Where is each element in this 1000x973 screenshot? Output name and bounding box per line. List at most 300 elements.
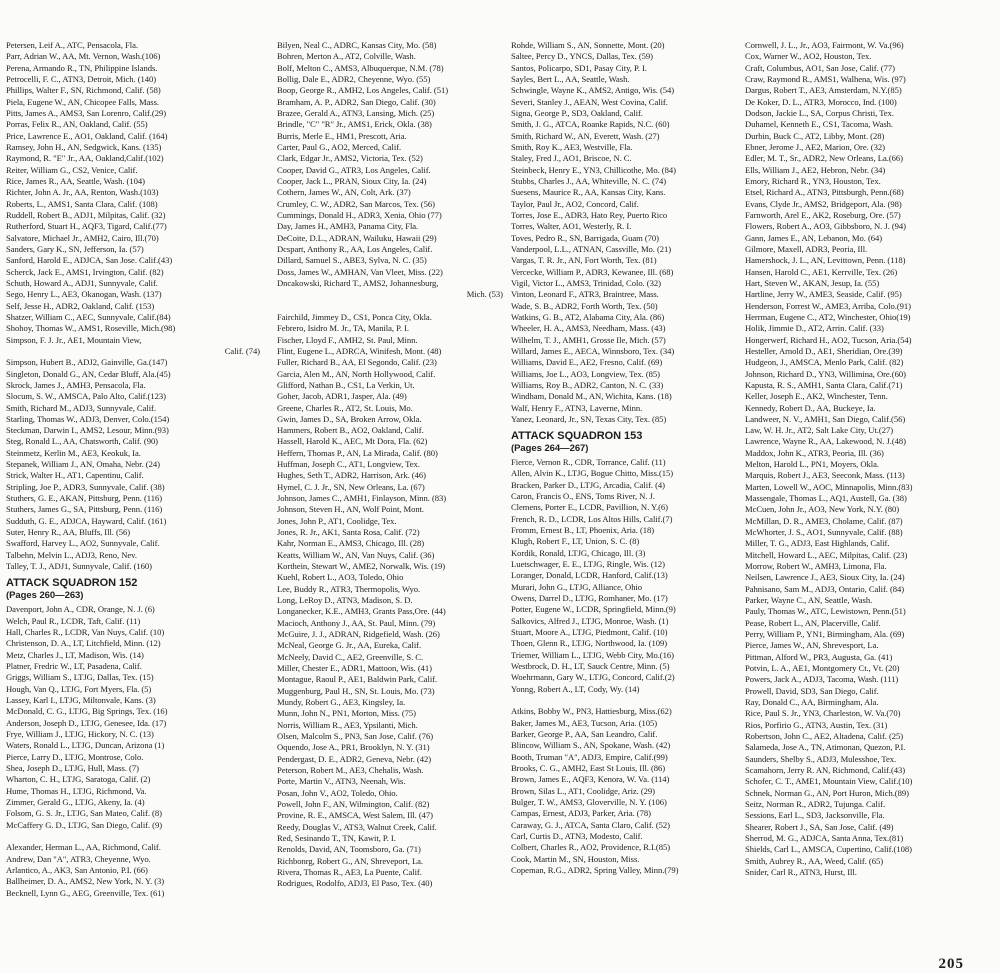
roster-entry: Stuthers, James G., SA, Pittsburg, Penn. (116) — [6, 504, 163, 515]
roster-entry: Woehrmann, Gary W., LTJG, Concord, Calif.(2) — [511, 672, 675, 683]
roster-entry: Starling, Thomas W., ADJ3, Denver, Colo.(154) — [6, 413, 170, 424]
roster-entry: Vinton, Leonard F., ATR3, Braintree, Mass. — [511, 289, 659, 300]
roster-entry: Pendergast, D. E., ADR2, Geneva, Nebr. (42) — [277, 753, 432, 764]
roster-entry: Bulger, T. W., AMS3, Gloverville, N. Y. (106) — [511, 797, 667, 807]
roster-entry: Clemens, Porter E., LCDR, Pavillion, N. Y.(6) — [511, 502, 668, 513]
roster-entry: Lawrence, Wayne R., AA, Lakewood, N. J.(48) — [745, 436, 906, 447]
roster-entry: Herrman, Eugene C., AT2, Winchester, Ohio(19) — [745, 311, 911, 322]
roster-entry: Longanecker, K.E., AMH3, Grants Pass,Ore. (44) — [277, 606, 446, 617]
roster-entry: Frye, William J., LTJG, Hickory, N. C. (13) — [6, 729, 154, 740]
roster-entry: Robertson, John C., AE2, Altadena, Calif. (25) — [745, 731, 904, 742]
roster-entry: Montague, Raoul P., AE1, Baldwin Park, Calif. — [277, 674, 438, 685]
roster-column-1 — [6, 40, 260, 899]
roster-entry: Brown, Silas L., AT1, Coolidge, Ariz. (29) — [511, 785, 655, 796]
roster-entry: Provine, R. E., AMSCA, West Salem, Ill. (47) — [277, 810, 433, 821]
roster-entry: Willard, James E., AECA, Winnsboro, Tex. (34) — [511, 345, 675, 356]
roster-entry: Parker, Wayne C., AN, Seattle, Wash. — [745, 595, 873, 606]
roster-entry: Febrero, Isidro M. Jr., TA, Manila, P. I. — [277, 323, 409, 334]
roster-entry: Emory, Richard R., YN3, Houston, Tex. — [745, 175, 881, 186]
roster-entry: Simpson, F. J. Jr., AE1, Mountain View, — [6, 334, 142, 345]
roster-entry: Dargus, Robert T., AE3, Amsterdam, N.Y.(85) — [745, 85, 902, 96]
roster-entry: Copeman, R.G., ADR2, Spring Valley, Minn.(79) — [511, 864, 679, 875]
roster-entry: Fierce, Vernon R., CDR, Torrance, Calif. (11) — [511, 457, 666, 468]
roster-entry: Booth, Truman "A", ADJ3, Empire, Calif.(99) — [511, 751, 668, 762]
roster-entry: Red, Sesinando T., TN, Kawit, P. I. — [277, 832, 396, 843]
roster-entry: Schwingle, Wayne K., AMS2, Antigo, Wis. (54) — [511, 85, 675, 96]
roster-entry: McNeal, George G. Jr., AA, Eureka, Calif. — [277, 640, 422, 651]
roster-entry: Day, James H., AMH3, Panama City, Fla. — [277, 221, 419, 232]
roster-entry: Pease, Robert L., AN, Placerville, Calif. — [745, 617, 881, 628]
roster-entry: Goher, Jacob, ADR1, Jasper, Ala. (49) — [277, 391, 407, 402]
section-heading: ATTACK SQUADRON 153 — [511, 430, 643, 443]
roster-entry: Smith, J. G., ATCA, Roanke Rapids, N.C. (60) — [511, 119, 670, 130]
roster-entry: Steckman, Darwin I., AMS2, Lesour, Minn.(93) — [6, 425, 169, 436]
roster-entry: Torres, Walter, AO1, Westerly, R. I. — [511, 221, 632, 232]
roster-entry: Korthein, Stewart W., AME2, Norwalk, Wis. (19) — [277, 561, 446, 572]
roster-entry: Boop, George R., AMH2, Los Angeles, Calif. (51) — [277, 85, 449, 96]
roster-entry: Pierce, James W., AN, Shrevesport, La. — [745, 640, 879, 651]
roster-entry: Greene, Charles R., AT2, St. Louis, Mo. — [277, 402, 413, 413]
roster-entry: Pittman, Alford W., PR3, Augusta, Ga. (41) — [745, 651, 893, 662]
roster-entry: Sudduth, G. E., ADJCA, Hayward, Calif. (161) — [6, 515, 167, 526]
roster-entry: Lee, Buddy R., ATR3, Thermopolis, Wyo. — [277, 583, 421, 594]
roster-entry: Rice, Paul S. Jr., YN3, Charleston, W. Va.(70) — [745, 708, 901, 719]
roster-entry: Edler, M. T., Sr., ADR2, New Orleans, La.(66) — [745, 153, 903, 164]
roster-entry: Vanderpool, L.L., ATNAN, Cassville, Mo. (21) — [511, 243, 672, 254]
roster-entry: Slocum, S. W., AMSCA, Palo Alto, Calif.(123) — [6, 391, 166, 402]
roster-entry: Bohren, Merton A., AT2, Colville, Wash. — [277, 51, 416, 62]
roster-entry: Pauly, Thomas W., ATC, Lewistown, Penn.(51) — [745, 606, 906, 617]
roster-entry: Macioch, Anthony J., AA, St. Paul, Minn. (79) — [277, 617, 436, 628]
roster-entry: Hartline, Jerry W., AME3, Seaside, Calif. (95) — [745, 289, 902, 300]
roster-entry: Waters, Ronald L., LTJG, Duncan, Arizona (1) — [6, 740, 165, 751]
roster-entry: Mundy, Robert G., AE3, Kingsley, Ia. — [277, 697, 406, 708]
roster-entry: Dcspart, Anthony R., AA, Los Angeles, Calif. — [277, 243, 433, 254]
roster-entry: Stuthers, G. E., AKAN, Pittsburg, Penn. (116) — [6, 493, 163, 504]
roster-entry: Massengale, Thomas L., AQ1, Austell, Ga. (38) — [745, 493, 907, 504]
roster-entry: Garcia, Alen M., AN, North Hollywood, Calif. — [277, 368, 436, 379]
roster-entry: Powell, John F., AN, Wilmington, Calif. (82) — [277, 798, 430, 809]
roster-entry: Santos, Policarpo, SD1, Pasay City, P. I. — [511, 62, 647, 73]
roster-entry: Staley, Fred J., AO1, Briscoe, N. C. — [511, 153, 632, 164]
roster-entry: Fuller, Richard B., AA, El Segondo, Calif. (23) — [277, 357, 437, 368]
roster-entry: Hudgeon, J., AMSCA, Menlo Park, Calif. (82) — [745, 357, 904, 368]
roster-entry: Vargas, T. R. Jr., AN, Fort Worth, Tex. (81) — [511, 255, 657, 266]
roster-entry: Brazee, Gerald A., ATN3, Lansing, Mich. (25) — [277, 107, 435, 118]
roster-entry: Snider, Carl R., ATN3, Hurst, Ill. — [745, 866, 857, 877]
roster-entry: Craw, Raymond R., AMS1, Walhena, Wis. (97) — [745, 73, 906, 84]
roster-entry: Petersen, Leif A., ATC, Pensacola, Fla. — [6, 40, 138, 50]
roster-entry: Gwin, James D., SA, Broken Arrow, Okla. — [277, 413, 422, 424]
roster-entry: Andrew, Dan "A", ATR3, Cheyenne, Wyo. — [6, 853, 151, 864]
roster-entry: Stuart, Moore A., LTJG, Piedmont, Calif. (10) — [511, 627, 668, 638]
roster-entry: Johnson, Richard D., YN3, Willimina, Ore.(60) — [745, 368, 906, 379]
roster-entry: Schnek, Norman G., AN, Port Huron, Mich.(89) — [745, 787, 909, 798]
roster-entry: De Koker, D. L., ATR3, Morocco, Ind. (100) — [745, 96, 897, 107]
roster-entry: Shearer, Robert J., SA, San Jose, Calif. (49) — [745, 821, 894, 832]
roster-entry: Williams, Joe L., AO3, Longview, Tex. (85) — [511, 368, 660, 379]
roster-entry: Rodrigues, Rodolfo, ADJ3, El Paso, Tex. (40) — [277, 878, 433, 889]
roster-entry: Bramham, A. P., ADR2, San Diego, Calif. (30) — [277, 96, 436, 107]
roster-entry: Shatzer, William C., AEC, Sunnyvale, Calif.(84) — [6, 311, 171, 322]
roster-entry: Anderson, Joseph D., LTJG, Genesee, Ida. (17) — [6, 717, 167, 728]
roster-entry: Suter, Henry R., AA, Bluffs, Ill. (56) — [6, 527, 131, 538]
roster-entry: Calif. (74) — [224, 345, 260, 356]
roster-entry: Clark, Edgar Jr., AMS2, Victoria, Tex. (52) — [277, 153, 423, 164]
roster-column-4 — [745, 40, 995, 878]
roster-entry: Welch, Paul R., LCDR, Taft, Calif. (11) — [6, 615, 141, 626]
list-gap — [6, 831, 260, 842]
roster-entry: Posan, John V., AO2, Toledo, Ohio. — [277, 787, 398, 798]
roster-entry: McWhorter, J. S., AO1, Sunnyvale, Calif. (88) — [745, 527, 903, 538]
roster-entry: Kahr, Norman E., AMS3, Chicago, Ill. (28) — [277, 538, 425, 549]
roster-entry: Saunders, Shelby S., ADJ3, Mulesshoe, Tex. — [745, 753, 897, 764]
roster-entry: Doss, James W., AMHAN, Van Vleet, Miss. (22) — [277, 266, 443, 277]
roster-entry: Durbin, Buck C., AT2, Libby, Mont. (28) — [745, 130, 885, 141]
roster-entry: Loranger, Donald, LCDR, Hanford, Calif.(13) — [511, 570, 668, 581]
roster-entry: Ray, Donald C., AA, Birmingham, Ala. — [745, 697, 879, 708]
roster-entry: Smith, Richard M., ADJ3, Sunnyvale, Calif. — [6, 402, 156, 413]
roster-entry: Steinmetz, Kerlin M., AE3, Keokuk, Ia. — [6, 447, 141, 458]
roster-entry: Owens, Darrel D., LTJG, Romhaner, Mo. (17) — [511, 593, 668, 604]
roster-entry: Kordik, Ronald, LTJG, Chicago, Ill. (3) — [511, 547, 646, 558]
roster-entry: Walf, Henry F., ATN3, Laverne, Minn. — [511, 402, 643, 413]
roster-entry: Stripling, Joe P., ADR3, Sunnyvale, Calif. (38) — [6, 481, 165, 492]
roster-entry: Neilsen, Lawrence J., AE3, Sioux City, Ia. (24) — [745, 572, 905, 583]
roster-entry: Johnson, James C., AMH1, Finlayson, Minn. (83) — [277, 493, 447, 504]
roster-entry: Cox, Warner W., AO2, Houston, Tex. — [745, 51, 872, 62]
roster-entry: Caraway, G. J., ATCA, Santa Claro, Calif. (52) — [511, 819, 670, 830]
roster-entry: Metz, Charles J., LT, Madison, Wis. (14) — [6, 649, 144, 660]
roster-entry: Hansen, Harold C., AE1, Kerrville, Tex. (26) — [745, 266, 898, 277]
roster-entry: Toves, Pedro R., SN, Barrigada, Guam (70) — [511, 232, 659, 243]
roster-entry: Vercecke, William P., ADR3, Kewanee, Ill. (68) — [511, 266, 674, 277]
roster-entry: Talley, T. J., ADJ1, Sunnyvale, Calif. (160) — [6, 561, 152, 572]
roster-entry: Platner, Fredric W., LT, Pasadena, Calif. — [6, 661, 142, 672]
roster-entry: Long, LeRoy D., ATN3, Madison, S. D. — [277, 595, 413, 606]
roster-entry: Hesteller, Arnold D., AE1, Sheridian, Ore.(39) — [745, 345, 903, 356]
roster-entry: Thoen, Glenn R., LTJG, Northwood, Ia. (109) — [511, 638, 668, 649]
roster-entry: Peterson, Robert M., AE3, Chehalis, Wash. — [277, 765, 424, 775]
roster-entry: Lassey, Karl I., LTJG, Miltonvale, Kans. (3) — [6, 695, 156, 706]
roster-entry: Singleton, Donald G., AN, Cedar Bluff, Ala.(45) — [6, 368, 171, 379]
roster-entry: Cummings, Donald H., ADR3, Xenia, Ohio (77) — [277, 209, 442, 220]
roster-entry: Rice, James R., AA, Seattle, Wash. (104) — [6, 175, 145, 186]
roster-entry: Keatts, William W., AN, Van Nuys, Calif. (36) — [277, 549, 435, 560]
roster-entry: Price, Lawrence E., AO1, Oakland, Calif. (164) — [6, 130, 168, 141]
roster-entry: Mich. (53) — [466, 289, 503, 300]
roster-entry: Carter, Paul G., AO2, Merced, Calif. — [277, 141, 402, 152]
roster-entry: Westbrock, D. H., LT, Sauck Centre, Minn. (5) — [511, 661, 670, 672]
roster-entry: Keller, Joseph E., AK2, Winchester, Tenn. — [745, 391, 888, 402]
roster-entry: Evans, Clyde Jr., AMS2, Bridgeport, Ala. (98) — [745, 198, 902, 209]
roster-entry: Seitz, Norman R., ADR2, Tujunga. Calif. — [745, 798, 886, 809]
roster-entry: Flint, Eugene L., ADRCA, Winifesh, Mont. (48) — [277, 345, 442, 356]
roster-entry: McDonald, C. G., LTJG, Big Springs, Tex. (16) — [6, 706, 168, 717]
roster-entry: Burris, Merle E., HM1, Prescott, Aria. — [277, 130, 407, 141]
roster-entry: Prowell, David, SD3, San Diego, Calif. — [745, 685, 879, 696]
roster-entry: Hongerwerf, Richard H., AO2, Tucson, Aria.(54) — [745, 334, 912, 345]
roster-entry: Norris, William R., AE3, Ypsilanti, Mich. — [277, 719, 418, 730]
roster-entry: McMillan, D. R., AME3, Cholame, Calif. (87) — [745, 515, 903, 526]
roster-entry: Taylor, Paul Jr., AO2, Concord, Calif. — [511, 198, 639, 209]
roster-entry: Stepanek, William J., AN, Omaha, Nebr. (24) — [6, 459, 160, 470]
roster-entry: Kennedy, Robert D., AA, Buckeye, Ia. — [745, 402, 876, 413]
roster-entry: Phillips, Walter F., SN, Richmond, Calif. (58) — [6, 85, 161, 96]
roster-entry: Sessions, Earl L., SD3, Jacksonville, Fla. — [745, 810, 885, 821]
roster-entry: Scherck, Jack E., AMS1, Irvington, Calif. (82) — [6, 266, 164, 277]
roster-entry: Craft, Columbus, AO1, San Jose, Calif. (77) — [745, 62, 895, 73]
roster-entry: Huffman, Joseph C., AT1, Longview, Tex. — [277, 459, 420, 470]
roster-entry: Richbonrg, Robert G., AN, Shreveport, La. — [277, 855, 424, 866]
roster-entry: Becknell, Lynn G., AEG, Greenville, Tex. (61) — [6, 887, 165, 898]
section-pages: (Pages 260—263) — [6, 590, 84, 602]
roster-entry: Heffern, Thomas P., AN, La Mirada, Calif. (80) — [277, 447, 438, 458]
roster-entry: Oquendo, Jose A., PR1, Brooklyn, N. Y. (31) — [277, 742, 430, 753]
roster-entry: Smith, Roy K., AE3, Westville, Fla. — [511, 141, 633, 152]
roster-entry: Ruddell, Robert B., ADJ1, Milpitas, Calif. (32) — [6, 209, 166, 220]
roster-entry: Farnworth, Arel E., AK2, Roseburg, Ore. (57) — [745, 209, 901, 220]
roster-entry: Roberts, L., AMS1, Santa Clara, Calif. (108) — [6, 198, 158, 209]
roster-entry: Morrow, Robert W., AMH3, Limona, Fla. — [745, 561, 887, 572]
roster-entry: Saltee, Percy D., YNCS, Dallas, Tex. (59) — [511, 51, 653, 62]
roster-entry: Shields, Carl L., AMSCA, Cupertino, Calif.(108) — [745, 844, 912, 855]
roster-entry: Cornwell, J. L., Jr., AO3, Fairmont, W. Va.(96) — [745, 40, 904, 50]
roster-entry: Cook, Martin M., SN, Houston, Miss. — [511, 853, 640, 864]
roster-entry: Reiter, William G., CS2, Venice, Calif. — [6, 164, 138, 175]
roster-entry: Baker, James M., AE3, Tucson, Aria. (105) — [511, 717, 658, 728]
roster-entry: Stubbs, Charles J., AA, Whiteville, N. C. (74) — [511, 175, 667, 186]
page-number: 205 — [938, 956, 964, 972]
roster-entry: Shea, Joseph D., LTJG, Hull, Mass. (7) — [6, 763, 139, 774]
roster-entry: Williams, David E., AE2, Fresno, Calif. (69) — [511, 357, 663, 368]
roster-entry: Hamershock, J. L., AN, Levittown, Penn. (118) — [745, 255, 906, 266]
roster-entry: Steg, Ronald L., AA, Chatsworth, Calif. (90) — [6, 436, 158, 447]
roster-entry: Mitchell, Howard L., AEC, Milpitas, Calif. (23) — [745, 549, 908, 560]
roster-entry: Dillard, Samuel S., ABE3, Sylva, N. C. (35) — [277, 255, 427, 266]
roster-entry: Porras, Felix R., AN, Oakland, Calif. (55) — [6, 119, 148, 130]
roster-entry: Ebner, Jerome J., AE2, Marion, Ore. (32) — [745, 141, 885, 152]
roster-entry: Vigil, Victor L., AMS3, Trinidad, Colo. (32) — [511, 277, 661, 288]
roster-entry: Colbert, Charles R., AO2, Providence, R.I.(85) — [511, 842, 671, 853]
roster-entry: Wade, S. B., ADR2, Forth Worth, Tex. (50) — [511, 300, 658, 311]
roster-entry: Marten, Lowell W., AOC, Minnapolis, Minn.(83) — [745, 481, 913, 492]
roster-entry: Simpson, Hubert B., ADJ2, Gainville, Ga.(147) — [6, 357, 168, 368]
roster-entry: Self, Jesse H., ADR2, Oakland, Calif. (153) — [6, 300, 155, 311]
roster-entry: Olsen, Malcolm S., PN3, San Jose, Calif. (76) — [277, 731, 434, 742]
roster-entry: Potvin, L. A., AE1, Montgomery Ct., Vt. (20) — [745, 663, 900, 674]
roster-entry: Maddox, John K., ATR3, Peoria, Ill. (36) — [745, 447, 884, 458]
roster-entry: Sanders, Gary K., SN, Jefferson, Ia. (57) — [6, 243, 144, 254]
roster-entry: Folsom, G. S. Jr., LTJG, San Mateo, Calif. (8) — [6, 808, 162, 819]
roster-entry: Sayles, Bert L., AA, Seattle, Wash. — [511, 73, 630, 84]
roster-entry: Henderson, Forrest W., AME3, Arriba, Colo.(91) — [745, 300, 911, 311]
roster-entry: Schofer, C. T., AME1, Mountain View, Calif.(10) — [745, 776, 913, 787]
roster-entry: Christenson, D. A., LT, Litchfield, Minn. (12) — [6, 638, 161, 649]
roster-entry: Windham, Donald M., AN, Wichita, Kans. (18) — [511, 391, 672, 402]
roster-entry: Cooper, David G., ATR3, Los Angeles, Calif. — [277, 164, 431, 175]
roster-entry: Arlantico, A., AK3, San Antonio, P.I. (66) — [6, 864, 148, 875]
roster-entry: Watkins, G. B., AT2, Alabama City, Ala. (86) — [511, 311, 665, 322]
roster-entry: Signa, George P., SD3, Oakland, Calif. — [511, 107, 643, 118]
roster-entry: Salameda, Jose A., TN, Atimonan, Quezon, P.I. — [745, 742, 906, 753]
roster-entry: Kapusta, R. S., AMH1, Santa Clara, Calif.(71) — [745, 379, 903, 390]
roster-entry: Hammers, Robert B., AO2, Oakland, Calif. — [277, 425, 424, 436]
roster-entry: Ballheimer, D. A., AMS2, New York, N. Y. (3) — [6, 876, 165, 887]
roster-entry: Dodson, Jackie L., SA, Corpus Christi, Tex. — [745, 107, 894, 118]
roster-entry: Bracken, Parker D., LTJG, Arcadia, Calif. (4) — [511, 479, 665, 490]
roster-entry: Rutherford, Stuart H., AQF3, Tigard, Calif.(77) — [6, 221, 167, 232]
roster-entry: Melton, Harold L., PN1, Moyers, Okla. — [745, 459, 879, 470]
roster-column-2 — [277, 40, 503, 890]
roster-entry: Torres, Jose E., ADR3, Hato Rey, Puerto Rico — [511, 209, 668, 220]
roster-entry: Yonng, Robert A., LT, Cody, Wy. (14) — [511, 683, 640, 694]
roster-entry: Pierce, Larry D., LTJG, Montrose, Colo. — [6, 751, 144, 762]
roster-entry: Duhamel, Kenneth E., CS1, Tacoma, Wash. — [745, 119, 893, 130]
roster-entry: Smith, Richard W., AN, Everett, Wash. (27) — [511, 130, 660, 141]
roster-entry: Reedy, Douglas V., ATS3, Walnut Creek, Calif. — [277, 821, 437, 832]
roster-entry: Munn, John N., PN1, Morton, Miss. (75) — [277, 708, 416, 719]
roster-entry: Johnson, Steven H., AN, Wolf Point, Mont. — [277, 504, 425, 515]
roster-entry: Rios, Porfirio G., ATN3, Austin, Tex. (31) — [745, 719, 888, 730]
roster-entry: Jones, R. Jr., AK1, Santa Rosa, Calif. (72) — [277, 527, 420, 538]
section-heading: ATTACK SQUADRON 152 — [6, 577, 138, 590]
roster-entry: Richter, John A. Jr., AA, Renton, Wash.(103) — [6, 187, 159, 198]
roster-entry: Schuth, Howard A., ADJ1, Sunnyvale, Calif. — [6, 277, 158, 288]
roster-entry: DeCoite, D.L., ADRAN, Wailuku, Hawaii (29) — [277, 232, 437, 243]
roster-entry: Luetschwager, E. E., LTJG, Ringle, Wis. (12) — [511, 559, 665, 570]
roster-entry: McGuire, J. J., ADRAN, Ridgefield, Wash. (26) — [277, 629, 440, 640]
roster-entry: Shohoy, Thomas W., AMS1, Roseville, Mich.(98) — [6, 323, 176, 334]
roster-entry: Crumley, C. W., ADR2, San Marcos, Tex. (56) — [277, 198, 435, 209]
roster-entry: Brown, James E., AQF3, Kenora, W. Va. (114) — [511, 774, 670, 785]
roster-entry: Rivera, Thomas R., AE3, La Puente, Calif. — [277, 866, 422, 877]
roster-entry: Jones, John P., AT1, Coolidge, Tex. — [277, 515, 397, 526]
roster-entry: Raymond, R. "E" Jr., AA, Oakland,Calif.(102) — [6, 153, 164, 164]
roster-entry: Perena, Armando R., TN, Philippine Islands. — [6, 62, 158, 73]
section-pages: (Pages 264—267) — [511, 443, 589, 455]
roster-entry: Hymel, C. J. Jr., SN, New Orleans, La. (67) — [277, 481, 425, 492]
roster-entry: Miller, Chester E., ADR1, Mattoon, Wis. (41) — [277, 663, 432, 674]
roster-entry: Caron, Francis O., ENS, Toms River, N. J. — [511, 491, 655, 502]
roster-entry: Sherrod, M. G., ADJCA, Santa Anna, Tex.(81) — [745, 832, 904, 843]
roster-entry: Renolds, David, AN, Toomsboro, Ga. (71) — [277, 844, 421, 855]
roster-entry: Murari, John G., LTJG, Alliance, Ohio — [511, 581, 643, 592]
roster-entry: Carl, Curtis D., ATN3, Modesto, Calif. — [511, 830, 643, 841]
roster-entry: Hough, Van Q., LTJG, Fort Myers, Fla. (5) — [6, 683, 152, 694]
roster-entry: Campas, Ernest, ADJ3, Parker, Aria. (78) — [511, 808, 651, 819]
roster-entry: Talbehn, Melvin L., ADJ3, Reno, Nev. — [6, 549, 137, 560]
roster-entry: French, R. D., LCDR, Los Altos Hills, Calif.(7) — [511, 513, 673, 524]
roster-entry: Landweer, N. V., AMH1, San Diego, Calif.(56) — [745, 413, 906, 424]
list-gap — [277, 301, 503, 312]
roster-entry: Cooper, Jack L., PRAN, Sioux City, Ia. (24) — [277, 175, 427, 186]
roster-entry: Powers, Jack A., ADJ3, Tacoma, Wash. (111) — [745, 674, 899, 685]
roster-entry: Scamahorn, Jerry R. AN, Richmond, Calif.(43) — [745, 765, 906, 775]
roster-column-3 — [511, 40, 739, 876]
roster-entry: Atkins, Bobby W., PN3, Hattiesburg, Miss.(62) — [511, 706, 672, 717]
roster-entry: Davenport, John A., CDR, Orange, N. J. (6) — [6, 604, 155, 615]
roster-entry: Ramsey, John H., AN, Sedgwick, Kans. (135) — [6, 141, 162, 152]
roster-entry: Law, W. H. Jr., AT2, Salt Lake City, Ut.(27) — [745, 425, 894, 436]
roster-entry: Triemer, William L., LTJG, Webb City, Mo.(16) — [511, 649, 674, 660]
roster-entry: Swafford, Harvey L., AO2, Sunnyvale, Calif. — [6, 538, 160, 549]
roster-entry: Muggenburg, Paul H., SN, St. Louis, Mo. (73) — [277, 685, 435, 696]
roster-entry: Etsel, Richard A., ATN3, Pittsburgh, Penn.(68) — [745, 187, 904, 198]
roster-entry: Yanez, Leonard, Jr., SN, Texas City, Tex. (85) — [511, 413, 667, 424]
roster-entry: Rohde, William S., AN, Sonnette, Mont. (20) — [511, 40, 665, 50]
roster-entry: Hughes, Seth T., ADR2, Harrison, Ark. (46) — [277, 470, 426, 481]
roster-entry: Pitts, James A., AMS3, San Lorenro, Calif.(29) — [6, 107, 167, 118]
roster-entry: Alexander, Herman L., AA, Richmond, Calif. — [6, 842, 161, 853]
roster-entry: Piela, Eugene W., AN, Chicopee Falls, Mass. — [6, 96, 159, 107]
roster-entry: Steinbeck, Henry E., YN3, Chillicothe, Mo. (84) — [511, 164, 676, 175]
roster-entry: Cothern, James W., AN, Colt, Ark. (37) — [277, 187, 411, 198]
roster-entry: Marquis, Robert J., AE3, Seeconk, Mass. (113) — [745, 470, 905, 481]
roster-entry: Perry, William P., YN1, Birmingham, Ala. (69) — [745, 629, 905, 640]
roster-entry: Allen, Alvin K., LTJG, Bogue Chitto, Miss.(15) — [511, 468, 674, 479]
roster-entry: McCaffery G. D., LTJG, San Diego, Calif. (9) — [6, 819, 163, 830]
roster-entry: Suesens, Maurice R., AA, Kansas City, Kans. — [511, 187, 666, 198]
roster-entry: Brindle, "C" "R" Jr., AMS1, Erick, Okla. (38) — [277, 119, 432, 130]
roster-entry: Fromm, Ernest B., LT, Phoenix, Aria. (18) — [511, 525, 655, 536]
roster-entry: Salkovics, Alfred J., LTJG, Monroe, Wash. (1) — [511, 615, 669, 626]
roster-entry: Porte, Martin V., ATN3, Neenah, Wis. — [277, 776, 406, 787]
roster-entry: Wheeler, H. A., AMS3, Needham, Mass. (43) — [511, 323, 666, 334]
roster-entry: Williams, Roy B., ADR2, Canton, N. C. (33) — [511, 379, 664, 390]
roster-entry: Hall, Charles R., LCDR, Van Nuys, Calif. (10) — [6, 627, 165, 638]
roster-entry: Ells, William J., AE2, Hebron, Nebr. (34) — [745, 164, 886, 175]
roster-entry: Hassell, Harold K., AEC, Mt Dora, Fla. (62) — [277, 436, 428, 447]
roster-entry: Sanford, Harold E., ADJCA, San Jose. Calif.(43) — [6, 255, 173, 266]
roster-entry: Potter, Eugene W., LCDR, Springfield, Minn.(9) — [511, 604, 676, 615]
roster-entry: Strick, Walter H., AT1, Capentinu, Calif. — [6, 470, 144, 481]
roster-entry: Sego, Henry L., AE3, Okanogan, Wash. (137) — [6, 289, 162, 300]
roster-entry: Brooks, C. G., AMH2, East St Louis, Ill. (86) — [511, 763, 666, 774]
roster-entry: Fairchild, Jimmey D., CS1, Ponca City, Okla. — [277, 311, 432, 322]
roster-entry: Holik, Jimmie D., AT2, Arrin. Calif. (33) — [745, 323, 884, 334]
roster-entry: Zimmer, Gerald G., LTJG, Akeny, Ia. (4) — [6, 797, 145, 807]
roster-entry: Skrock, James J., AMH3, Pensacola, Fla. — [6, 379, 146, 390]
roster-entry: Gann, James E., AN, Lebanon, Mo. (64) — [745, 232, 883, 243]
roster-entry: McNeely, David C., AE2, Greenville, S. C. — [277, 651, 424, 662]
roster-entry: Glifford, Nathan B., CS1, La Verkin, Ut. — [277, 379, 415, 390]
roster-entry: Kuehl, Robert L., AO3, Toledo, Ohio — [277, 572, 404, 583]
roster-entry: Hume, Thomas H., LTJG, Richmond, Va. — [6, 785, 147, 796]
roster-entry: Flowers, Robert A., AO3, Gibbsboro, N. J. (94) — [745, 221, 906, 232]
roster-entry: Bolf, Melton C., AMS3, Albuquerque, N.M. (78) — [277, 62, 444, 73]
roster-entry: Wharton, C. H., LTJG, Saratoga, Calif. (2) — [6, 774, 151, 785]
roster-entry: Klugh, Robert F., LT, Union, S. C. (8) — [511, 536, 640, 547]
roster-entry: Dncakowski, Richard T., AMS2, Johannesburg, — [277, 277, 439, 288]
roster-entry: Fischer, Lloyd F., AMH2, St. Paul, Minn. — [277, 334, 418, 345]
roster-entry: Barker, George P., AA, San Leandro, Calif. — [511, 729, 658, 740]
roster-entry: Bollig, Dale E., ADR2, Cheyenne, Wyo. (55) — [277, 73, 431, 84]
roster-entry: Severi, Stanley J., AEAN, West Covina, Calif. — [511, 96, 668, 107]
roster-entry: Gilmore, Maxell, ADR3, Peoria, Ill. — [745, 243, 868, 254]
roster-entry: Smith, Aubrey R., AA, Weed, Calif. (65) — [745, 855, 884, 866]
roster-entry: Hart, Steven W., AKAN, Jesup, Ia. (55) — [745, 277, 880, 288]
roster-entry: Miller, T. G., ADJ3, East Highlands, Calif. — [745, 538, 890, 549]
roster-entry: Griggs, William S., LTJG, Dallas, Tex. (15) — [6, 672, 154, 683]
roster-entry: Salvatore, Michael Jr., AMH2, Cairo, Ill.(70) — [6, 232, 159, 243]
list-gap — [511, 695, 739, 706]
roster-entry: Pahnisano, Sam M., ADJ3, Ontario, Calif. (84) — [745, 583, 905, 594]
roster-entry: Petrocelli, F. C., ATN3, Detroit, Mich. (140) — [6, 73, 157, 84]
roster-entry: McCuen, John Jr., AO3, New York, N.Y. (80) — [745, 504, 900, 515]
roster-entry: Blincow, William S., AN, Spokane, Wash. (42) — [511, 740, 671, 751]
roster-entry: Bilyen, Neal C., ADRC, Kansas City, Mo. (58) — [277, 40, 437, 50]
